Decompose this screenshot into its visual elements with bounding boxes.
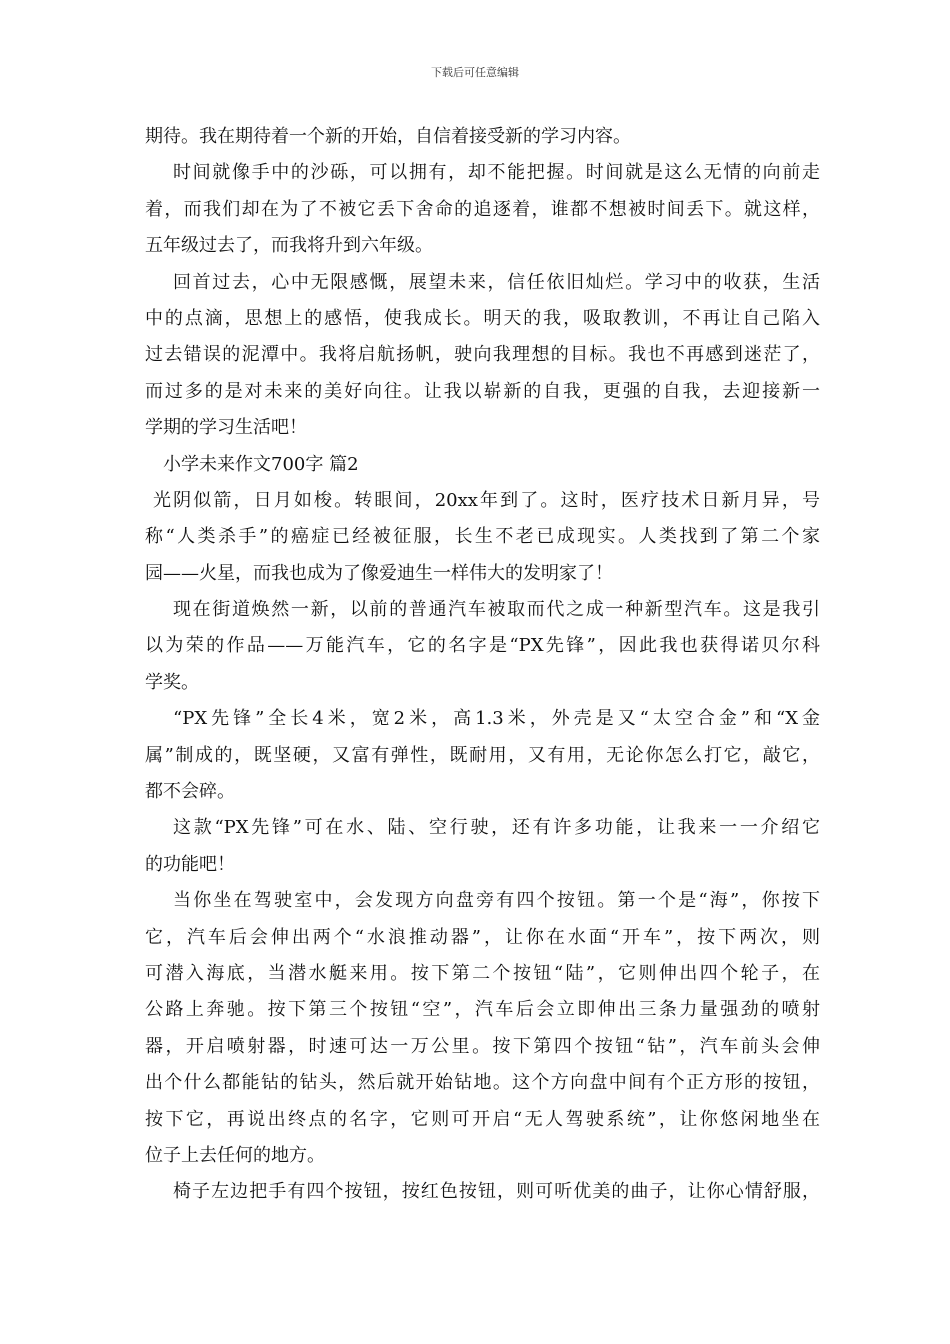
text-line: 出个什么都能钻的钻头，然后就开始钻地。这个方向盘中间有个正方形的按钮，	[145, 1072, 820, 1094]
text-line: 属”制成的，既坚硬，又富有弹性，既耐用，又有用，无论你怎么打它，敲它，	[145, 744, 820, 766]
text-line: 光阴似箭，日月如梭。转眼间，20xx年到了。这时，医疗技术日新月异，号	[153, 489, 820, 511]
text-line: 学奖。	[145, 671, 199, 693]
text-line: 小学未来作文700字 篇2	[163, 453, 359, 475]
text-line: 时间就像手中的沙砾，可以拥有，却不能把握。时间就是这么无情的向前走	[173, 162, 820, 184]
text-line: 五年级过去了，而我将升到六年级。	[145, 235, 433, 257]
text-line: 当你坐在驾驶室中，会发现方向盘旁有四个按钮。第一个是“海”，你按下	[173, 890, 820, 912]
text-line: 这款“PX先锋”可在水、陆、空行驶，还有许多功能，让我来一一介绍它	[173, 817, 820, 839]
text-line: 椅子左边把手有四个按钮，按红色按钮，则可听优美的曲子，让你心情舒服，	[173, 1181, 820, 1203]
text-line: 着，而我们却在为了不被它丢下舍命的追逐着，谁都不想被时间丢下。就这样，	[145, 198, 820, 220]
text-line: 它，汽车后会伸出两个“水浪推动器”，让你在水面“开车”，按下两次，则	[145, 926, 820, 948]
text-line: 称“人类杀手”的癌症已经被征服，长生不老已成现实。人类找到了第二个家	[145, 526, 820, 548]
text-line: 期待。我在期待着一个新的开始，自信着接受新的学习内容。	[145, 126, 631, 147]
text-line: 的功能吧！	[145, 853, 235, 875]
text-line: 位子上去任何的地方。	[145, 1144, 325, 1166]
text-line: 现在街道焕然一新，以前的普通汽车被取而代之成一种新型汽车。这是我引	[173, 599, 820, 621]
text-line: 公路上奔驰。按下第三个按钮“空”，汽车后会立即伸出三条力量强劲的喷射	[145, 999, 820, 1021]
text-line: 按下它，再说出终点的名字，它则可开启“无人驾驶系统”，让你悠闲地坐在	[145, 1108, 820, 1130]
text-line: 可潜入海底，当潜水艇来用。按下第二个按钮“陆”，它则伸出四个轮子，在	[145, 962, 820, 984]
text-line: 学期的学习生活吧！	[145, 417, 307, 439]
text-line: 中的点滴，思想上的感悟，使我成长。明天的我，吸取教训，不再让自己陷入	[145, 307, 820, 329]
text-line: 都不会碎。	[145, 781, 235, 803]
text-line: 回首过去，心中无限感慨，展望未来，信任依旧灿烂。学习中的收获，生活	[173, 271, 820, 293]
text-line: 园——火星，而我也成为了像爱迪生一样伟大的发明家了！	[145, 562, 613, 584]
text-line: 而过多的是对未来的美好向往。让我以崭新的自我，更强的自我，去迎接新一	[145, 380, 820, 402]
text-line: 过去错误的泥潭中。我将启航扬帆，驶向我理想的目标。我也不再感到迷茫了，	[145, 344, 820, 366]
document-body	[145, 119, 820, 1211]
page-header: 下载后可任意编辑	[431, 66, 519, 79]
text-line: 以为荣的作品——万能汽车，它的名字是“PX先锋”，因此我也获得诺贝尔科	[145, 635, 820, 657]
text-line: “PX先锋”全长4米，宽2米，高1.3米，外壳是又“太空合金”和“X金	[173, 708, 820, 730]
text-line: 器，开启喷射器，时速可达一万公里。按下第四个按钮“钻”，汽车前头会伸	[145, 1035, 820, 1057]
